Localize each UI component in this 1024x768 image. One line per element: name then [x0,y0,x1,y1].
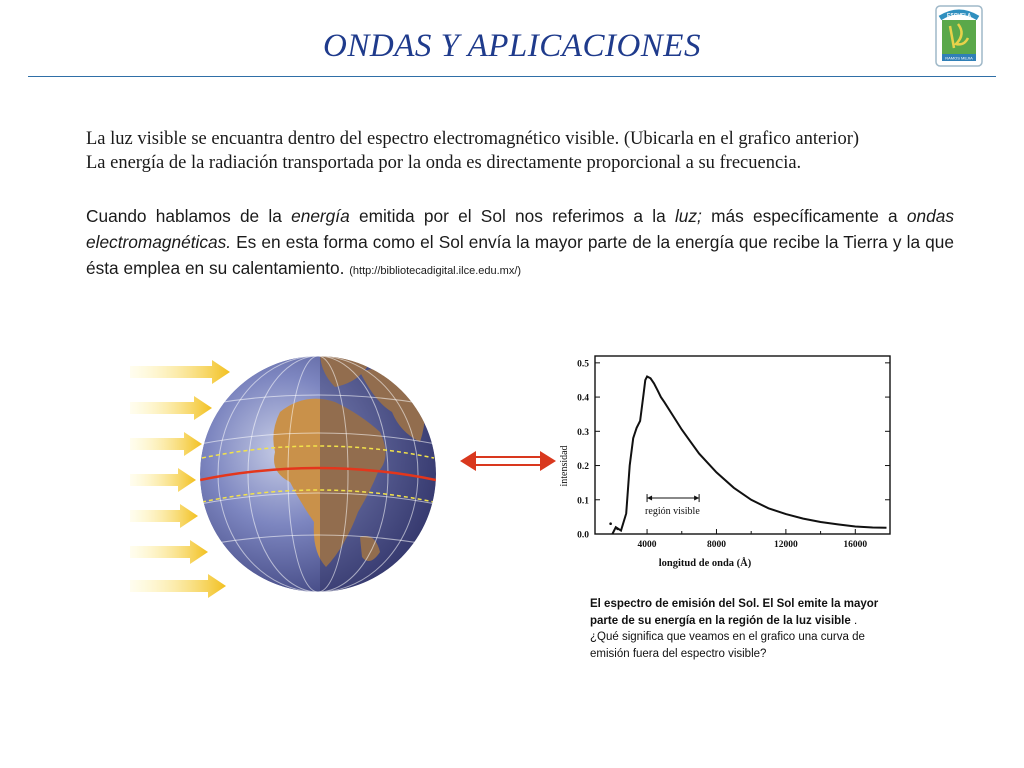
source-citation: (http://bibliotecadigital.ilce.edu.mx/) [349,265,522,277]
data-dot [609,522,612,525]
intro-line-2: La energía de la radiación transportada por la onda es directamente proporcional a su frecuencia. [86,153,802,173]
y-tick-label: 0.2 [577,462,589,473]
x-tick-label: 8000 [706,540,726,550]
intro-line-1: La luz visible se encuantra dentro del espectro electromagnético visible. (Ubicarla en el grafico anterior) [86,129,860,149]
y-tick-label: 0.0 [577,530,589,541]
y-tick-label: 0.3 [577,427,589,438]
x-axis-label: longitud de onda (Å) [658,558,752,569]
caption-bold-line-2: parte de su energía en la región de la luz visible [590,614,851,627]
plot-frame [595,356,890,534]
earth-globe [200,352,440,602]
title-rule [28,76,996,77]
x-tick-label: 12000 [774,540,798,550]
x-tick-label: 16000 [843,540,868,550]
double-arrow [460,448,556,474]
visible-region-arrow-left [647,496,652,501]
body-em-energia: energía [291,206,350,226]
body-paragraph [86,203,954,284]
school-logo [934,4,984,68]
body-text-5: . [339,258,350,278]
body-text-1: Cuando hablamos de la [86,206,292,226]
y-axis-label: intensidad [559,445,570,487]
logo-text: ESCUELA [947,13,971,19]
caption-line-4: emisión fuera del espectro visible? [590,647,767,660]
intro-paragraph [86,127,966,175]
body-text-2: emitida por el Sol nos referimos a la [349,206,675,226]
data-dot [616,528,619,531]
earth-sun-rays-illustration [130,352,440,602]
y-tick-label: 0.5 [577,359,589,370]
figure-caption [590,596,920,662]
visible-region-marker [647,494,699,502]
logo-subtext: RAMOS MEJIA [945,55,973,61]
y-tick-label: 0.1 [577,496,589,507]
body-text-4: Es en esta forma como el Sol envía la mayor parte de la energía que recibe la Tierra y la que ésta emplea en su calentamiento [86,232,954,278]
caption-bold-line-1: El espectro de emisión del Sol. El Sol emite la mayor [590,598,879,610]
body-text-3: más específicamente a [701,206,907,226]
body-em-ondas: ondas electromagnéticas. [86,206,954,252]
x-tick-label: 4000 [637,540,657,550]
visible-region-label: región visible [645,506,700,518]
caption-bold-line-2-tail: . [850,614,858,627]
solar-spectrum-chart [555,348,900,578]
body-em-luz: luz; [674,206,702,226]
visible-region-arrow-right [694,496,699,501]
slide-title: ONDAS Y APLICACIONES [323,28,701,64]
caption-line-3: ¿Qué significa que veamos en el grafico una curva de [590,631,865,643]
y-tick-label: 0.4 [577,393,589,404]
